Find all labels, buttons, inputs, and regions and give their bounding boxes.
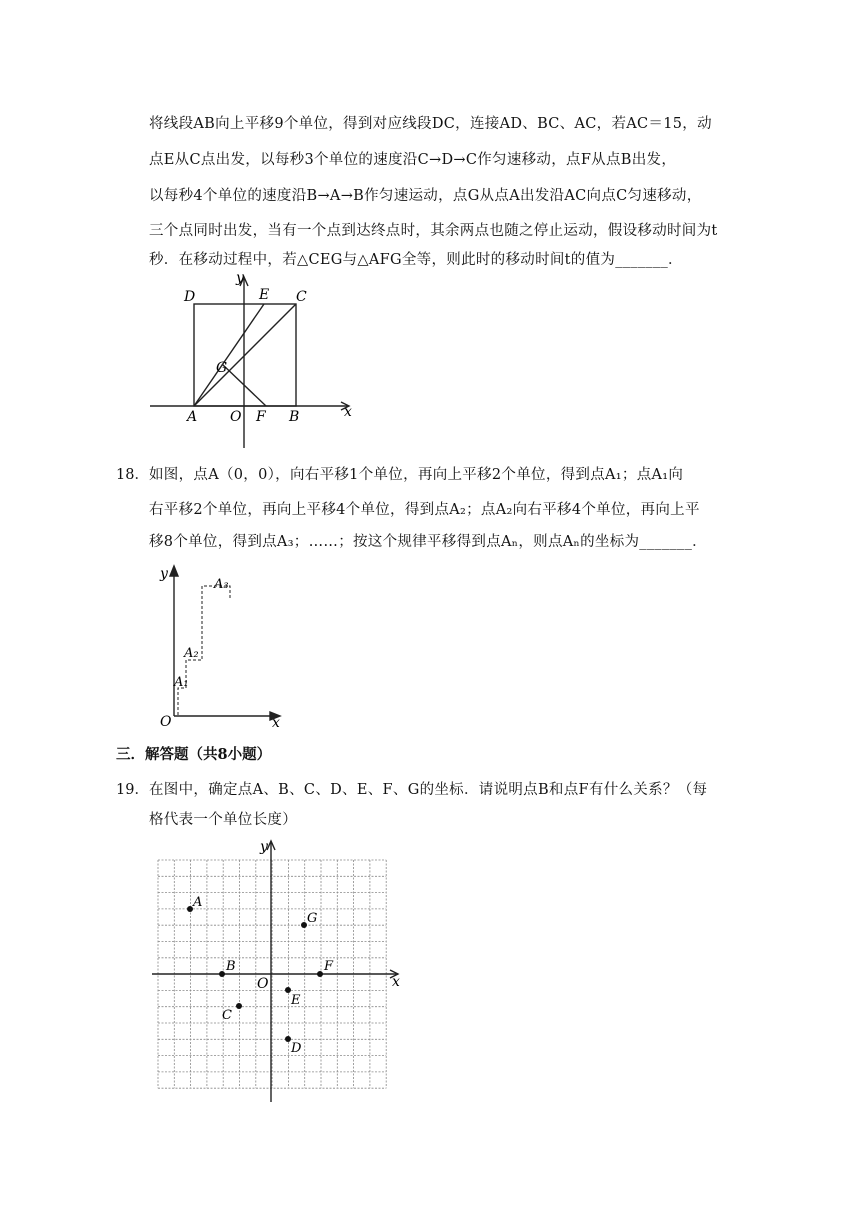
q19-label-x: x [392, 974, 400, 990]
q17-line-3: 以每秒4个单位的速度沿B→A→B作匀速运动，点G从点A出发沿AC向点C匀速移动， [149, 188, 702, 204]
q17-label-E: E [259, 287, 270, 303]
q17-label-B: B [289, 409, 300, 425]
q18-number: 18． [116, 467, 149, 483]
q18-label-A2: A₂ [184, 646, 199, 661]
q19-label-B: B [226, 959, 236, 974]
q19-label-D: D [291, 1041, 302, 1056]
q19-line-1: 在图中，确定点A、B、C、D、E、F、G的坐标．请说明点B和点F有什么关系？（每 [149, 782, 708, 798]
q18-line-2: 右平移2个单位，再向上平移4个单位，得到点A₂；点A₂向右平移4个单位，再向上平 [149, 502, 700, 518]
q19-label-y: y [260, 839, 268, 855]
q19-label-A: A [193, 895, 203, 910]
q17-figure [148, 268, 358, 450]
q18-label-x: x [272, 715, 280, 728]
q19-label-E: E [291, 993, 301, 1008]
q17-label-y: y [236, 270, 244, 286]
q18-figure [150, 560, 290, 728]
q17-label-G: G [216, 360, 228, 376]
q18-line-3: 移8个单位，得到点A₃；……；按这个规律平移得到点Aₙ，则点Aₙ的坐标为_______． [149, 534, 707, 550]
q17-label-D: D [184, 289, 196, 305]
q17-label-F: F [256, 409, 266, 425]
q18-line-1: 如图，点A（0，0），向右平移1个单位，再向上平移2个单位，得到点A₁；点A₁向 [149, 467, 684, 483]
q17-line-1: 将线段AB向上平移9个单位，得到对应线段DC，连接AD、BC、AC，若AC＝15，动 [149, 116, 712, 132]
q17-line-4: 三个点同时出发，当有一个点到达终点时，其余两点也随之停止运动，假设移动时间为t [149, 223, 718, 239]
q18-label-O: O [160, 714, 172, 728]
q19-label-O: O [257, 976, 269, 992]
section-heading: 三．解答题（共8小题） [116, 746, 272, 763]
q19-label-F: F [324, 959, 334, 974]
q17-line-2: 点E从C点出发，以每秒3个单位的速度沿C→D→C作匀速移动，点F从点B出发， [149, 152, 677, 168]
q17-label-C: C [296, 289, 307, 305]
q19-line-2: 格代表一个单位长度） [149, 812, 297, 828]
q17-label-A: A [187, 409, 198, 425]
q17-label-x: x [344, 404, 352, 420]
q19-figure [152, 838, 412, 1106]
q17-label-O: O [230, 409, 242, 425]
q17-line-5: 秒．在移动过程中，若△CEG与△AFG全等，则此时的移动时间t的值为_______． [149, 252, 683, 268]
q18-label-A3: A₃ [214, 577, 229, 592]
q19-number: 19． [116, 782, 149, 798]
q18-label-A1: A₁ [174, 675, 189, 690]
q19-label-C: C [222, 1008, 232, 1023]
q19-label-G: G [307, 911, 318, 926]
q18-label-y: y [160, 566, 168, 582]
